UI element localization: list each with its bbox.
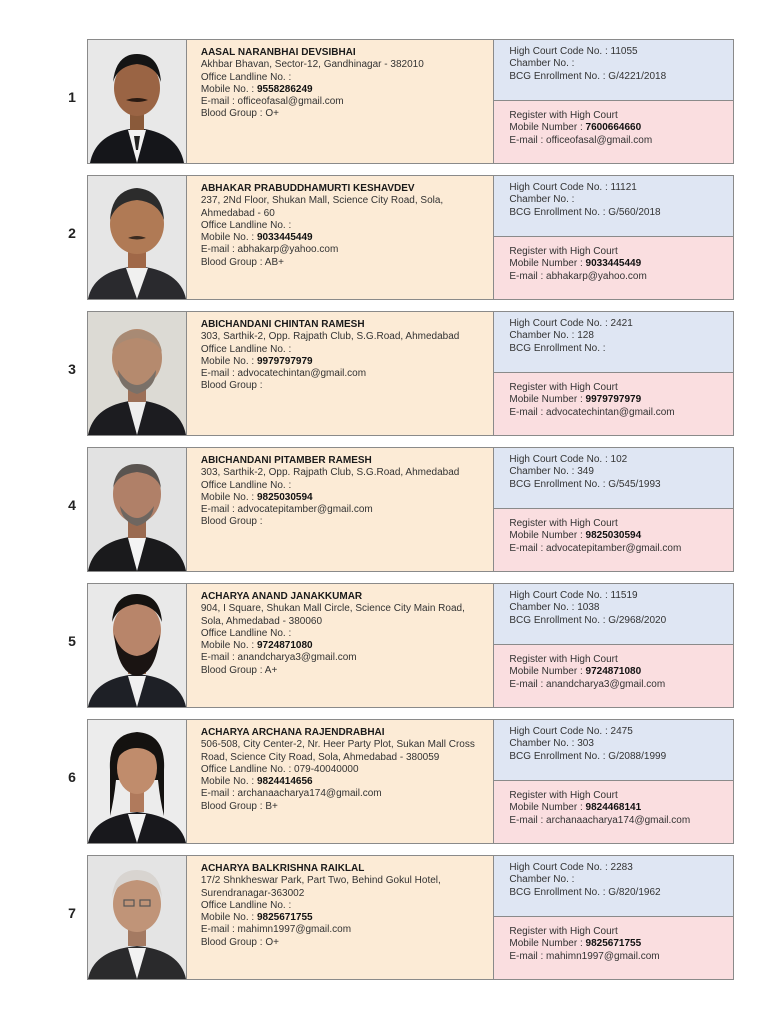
chamber-number: Chamber No. : xyxy=(509,58,575,70)
advocate-name: ABHAKAR PRABUDDHAMURTI KESHAVDEV xyxy=(200,183,415,194)
address: 303, Sarthik-2, Opp. Rajpath Club, S.G.Road, Ahmedabad xyxy=(200,331,460,343)
register-mobile-label: Mobile Number : xyxy=(509,802,583,814)
chamber-number: Chamber No. : xyxy=(509,874,575,886)
advocate-entry xyxy=(60,447,736,572)
blood-group: Blood Group : xyxy=(200,380,263,392)
advocate-photo xyxy=(88,312,187,435)
court-details xyxy=(494,176,733,299)
office-landline: Office Landline No. : xyxy=(200,899,292,911)
office-landline: Office Landline No. : xyxy=(200,343,292,355)
register-mobile-line xyxy=(509,938,727,950)
register-email: E-mail : mahimn1997@gmail.com xyxy=(509,950,660,962)
mobile-number: 9724871080 xyxy=(256,640,313,652)
bcg-enrollment: BCG Enrollment No. : G/820/1962 xyxy=(509,886,661,898)
contact-info xyxy=(187,312,495,435)
register-mobile-number: 7600664660 xyxy=(585,122,642,134)
court-details xyxy=(494,312,733,435)
mobile-line xyxy=(201,492,488,504)
contact-info xyxy=(187,856,495,979)
address: 904, I Square, Shukan Mall Circle, Science City Main Road, Sola, Ahmedabad - 380060 xyxy=(200,603,465,627)
bcg-enrollment: BCG Enrollment No. : G/2968/2020 xyxy=(509,614,667,626)
register-mobile-number: 9825030594 xyxy=(585,530,642,542)
advocate-entry xyxy=(60,583,736,708)
register-mobile-label: Mobile Number : xyxy=(509,530,583,542)
mobile-label: Mobile No. : xyxy=(200,83,255,95)
advocate-photo xyxy=(88,176,187,299)
register-mobile-line xyxy=(509,802,727,814)
register-mobile-number: 9979797979 xyxy=(585,394,642,406)
register-email: E-mail : advocatechintan@gmail.com xyxy=(509,406,675,418)
address: Akhbar Bhavan, Sector-12, Gandhinagar - 382010 xyxy=(200,59,424,71)
court-details xyxy=(494,584,733,707)
office-landline: Office Landline No. : xyxy=(200,479,292,491)
register-mobile-number: 9825671755 xyxy=(585,938,642,950)
advocate-entry xyxy=(60,855,736,980)
high-court-info xyxy=(494,448,733,509)
office-landline: Office Landline No. : xyxy=(200,219,292,231)
email: E-mail : advocatepitamber@gmail.com xyxy=(200,504,373,516)
blood-group: Blood Group : O+ xyxy=(200,936,279,948)
register-heading: Register with High Court xyxy=(509,382,618,393)
entry-number: 7 xyxy=(68,905,76,921)
register-mobile-label: Mobile Number : xyxy=(509,122,583,134)
advocate-card xyxy=(87,583,734,708)
entry-number: 1 xyxy=(68,89,76,105)
email: E-mail : advocatechintan@gmail.com xyxy=(200,368,367,380)
bcg-enrollment: BCG Enrollment No. : G/545/1993 xyxy=(509,478,661,490)
register-heading: Register with High Court xyxy=(509,110,618,121)
register-mobile-label: Mobile Number : xyxy=(509,938,583,950)
register-heading: Register with High Court xyxy=(509,246,618,257)
mobile-label: Mobile No. : xyxy=(200,355,255,367)
entry-number: 5 xyxy=(68,633,76,649)
mobile-label: Mobile No. : xyxy=(200,640,255,652)
contact-info xyxy=(187,448,495,571)
blood-group: Blood Group : B+ xyxy=(200,800,278,812)
office-landline: Office Landline No. : 079-40040000 xyxy=(200,763,359,775)
advocate-card xyxy=(87,855,734,980)
address: 303, Sarthik-2, Opp. Rajpath Club, S.G.Road, Ahmedabad xyxy=(200,467,460,479)
register-email: E-mail : archanaacharya174@gmail.com xyxy=(509,814,691,826)
mobile-line xyxy=(201,912,488,924)
mobile-label: Mobile No. : xyxy=(200,776,255,788)
contact-info xyxy=(187,176,495,299)
high-court-code: High Court Code No. : 2475 xyxy=(509,726,633,737)
register-email: E-mail : advocatepitamber@gmail.com xyxy=(509,542,682,554)
register-email: E-mail : officeofasal@gmail.com xyxy=(509,134,653,146)
register-mobile-line xyxy=(509,666,727,678)
register-mobile-label: Mobile Number : xyxy=(509,666,583,678)
address: 17/2 Shnkheswar Park, Part Two, Behind Gokul Hotel, Surendranagar-363002 xyxy=(200,875,441,899)
chamber-number: Chamber No. : xyxy=(509,194,575,206)
contact-info xyxy=(187,40,495,163)
advocate-card xyxy=(87,311,734,436)
mobile-line xyxy=(201,640,488,652)
high-court-info xyxy=(494,176,733,237)
high-court-info xyxy=(494,720,733,781)
register-heading: Register with High Court xyxy=(509,518,618,529)
mobile-line xyxy=(201,84,488,96)
mobile-number: 9824414656 xyxy=(256,776,313,788)
email: E-mail : anandcharya3@gmail.com xyxy=(200,652,357,664)
bcg-enrollment: BCG Enrollment No. : xyxy=(509,342,606,354)
mobile-line xyxy=(201,356,488,368)
high-court-code: High Court Code No. : 11519 xyxy=(509,590,638,601)
high-court-code: High Court Code No. : 11121 xyxy=(509,182,637,193)
register-email: E-mail : anandcharya3@gmail.com xyxy=(509,678,666,690)
high-court-info xyxy=(494,584,733,645)
register-mobile-line xyxy=(509,530,727,542)
register-mobile-line xyxy=(509,258,727,270)
advocate-photo xyxy=(88,856,187,979)
high-court-code: High Court Code No. : 11055 xyxy=(509,46,638,57)
register-mobile-number: 9033445449 xyxy=(585,258,642,270)
mobile-number: 9979797979 xyxy=(256,355,313,367)
register-mobile-number: 9724871080 xyxy=(585,666,642,678)
high-court-code: High Court Code No. : 2421 xyxy=(509,318,633,329)
high-court-info xyxy=(494,312,733,373)
court-details xyxy=(494,40,733,163)
advocate-photo xyxy=(88,448,187,571)
chamber-number: Chamber No. : 128 xyxy=(509,330,594,342)
advocate-card xyxy=(87,719,734,844)
email: E-mail : mahimn1997@gmail.com xyxy=(200,924,352,936)
mobile-number: 9558286249 xyxy=(256,83,313,95)
advocate-entry xyxy=(60,39,736,164)
advocate-card xyxy=(87,39,734,164)
advocate-name: ABICHANDANI CHINTAN RAMESH xyxy=(200,319,365,330)
address: 237, 2Nd Floor, Shukan Mall, Science City Road, Sola, Ahmedabad - 60 xyxy=(200,195,444,219)
register-info xyxy=(494,509,733,571)
advocate-photo xyxy=(88,584,187,707)
register-mobile-label: Mobile Number : xyxy=(509,394,583,406)
register-info xyxy=(494,781,733,843)
entry-number: 4 xyxy=(68,497,76,513)
advocate-photo xyxy=(88,40,187,163)
register-email: E-mail : abhakarp@yahoo.com xyxy=(509,270,647,282)
advocate-name: AASAL NARANBHAI DEVSIBHAI xyxy=(200,47,356,58)
mobile-line xyxy=(201,776,488,788)
advocate-photo xyxy=(88,720,187,843)
address: 506-508, City Center-2, Nr. Heer Party Plot, Sukan Mall Cross Road, Science City Road, Sola, Ahmedabad - 380059 xyxy=(200,739,475,763)
high-court-code: High Court Code No. : 2283 xyxy=(509,862,633,873)
register-mobile-line xyxy=(509,122,727,134)
contact-info xyxy=(187,584,495,707)
email: E-mail : abhakarp@yahoo.com xyxy=(200,244,339,256)
blood-group: Blood Group : O+ xyxy=(200,108,279,120)
high-court-info xyxy=(494,40,733,101)
mobile-line xyxy=(201,232,488,244)
blood-group: Blood Group : xyxy=(200,516,263,528)
advocate-name: ACHARYA BALKRISHNA RAIKLAL xyxy=(200,863,365,874)
register-mobile-line xyxy=(509,394,727,406)
court-details xyxy=(494,856,733,979)
chamber-number: Chamber No. : 349 xyxy=(509,466,594,478)
mobile-number: 9825671755 xyxy=(256,912,313,924)
register-heading: Register with High Court xyxy=(509,790,618,801)
advocate-card xyxy=(87,447,734,572)
bcg-enrollment: BCG Enrollment No. : G/4221/2018 xyxy=(509,70,667,82)
advocate-name: ACHARYA ANAND JANAKKUMAR xyxy=(200,591,363,602)
advocate-card xyxy=(87,175,734,300)
office-landline: Office Landline No. : xyxy=(200,71,292,83)
blood-group: Blood Group : AB+ xyxy=(200,256,284,268)
court-details xyxy=(494,720,733,843)
entry-number: 3 xyxy=(68,361,76,377)
office-landline: Office Landline No. : xyxy=(200,627,292,639)
register-info xyxy=(494,645,733,707)
entry-number: 2 xyxy=(68,225,76,241)
advocate-entry xyxy=(60,311,736,436)
entry-number: 6 xyxy=(68,769,76,785)
advocate-entry xyxy=(60,175,736,300)
register-heading: Register with High Court xyxy=(509,654,618,665)
chamber-number: Chamber No. : 303 xyxy=(509,738,594,750)
blood-group: Blood Group : A+ xyxy=(200,664,278,676)
register-info xyxy=(494,237,733,299)
high-court-info xyxy=(494,856,733,917)
bcg-enrollment: BCG Enrollment No. : G/560/2018 xyxy=(509,206,661,218)
mobile-label: Mobile No. : xyxy=(200,232,255,244)
contact-info xyxy=(187,720,495,843)
email: E-mail : archanaacharya174@gmail.com xyxy=(200,788,382,800)
mobile-label: Mobile No. : xyxy=(200,912,255,924)
mobile-label: Mobile No. : xyxy=(200,491,255,503)
chamber-number: Chamber No. : 1038 xyxy=(509,602,600,614)
advocate-entry xyxy=(60,719,736,844)
register-info xyxy=(494,101,733,163)
advocate-name: ACHARYA ARCHANA RAJENDRABHAI xyxy=(200,727,385,738)
email: E-mail : officeofasal@gmail.com xyxy=(200,96,344,108)
register-mobile-label: Mobile Number : xyxy=(509,258,583,270)
register-info xyxy=(494,917,733,979)
court-details xyxy=(494,448,733,571)
register-info xyxy=(494,373,733,435)
mobile-number: 9033445449 xyxy=(256,232,313,244)
register-heading: Register with High Court xyxy=(509,926,618,937)
bcg-enrollment: BCG Enrollment No. : G/2088/1999 xyxy=(509,750,667,762)
high-court-code: High Court Code No. : 102 xyxy=(509,454,628,465)
register-mobile-number: 9824468141 xyxy=(585,802,642,814)
advocate-name: ABICHANDANI PITAMBER RAMESH xyxy=(200,455,372,466)
mobile-number: 9825030594 xyxy=(256,491,313,503)
